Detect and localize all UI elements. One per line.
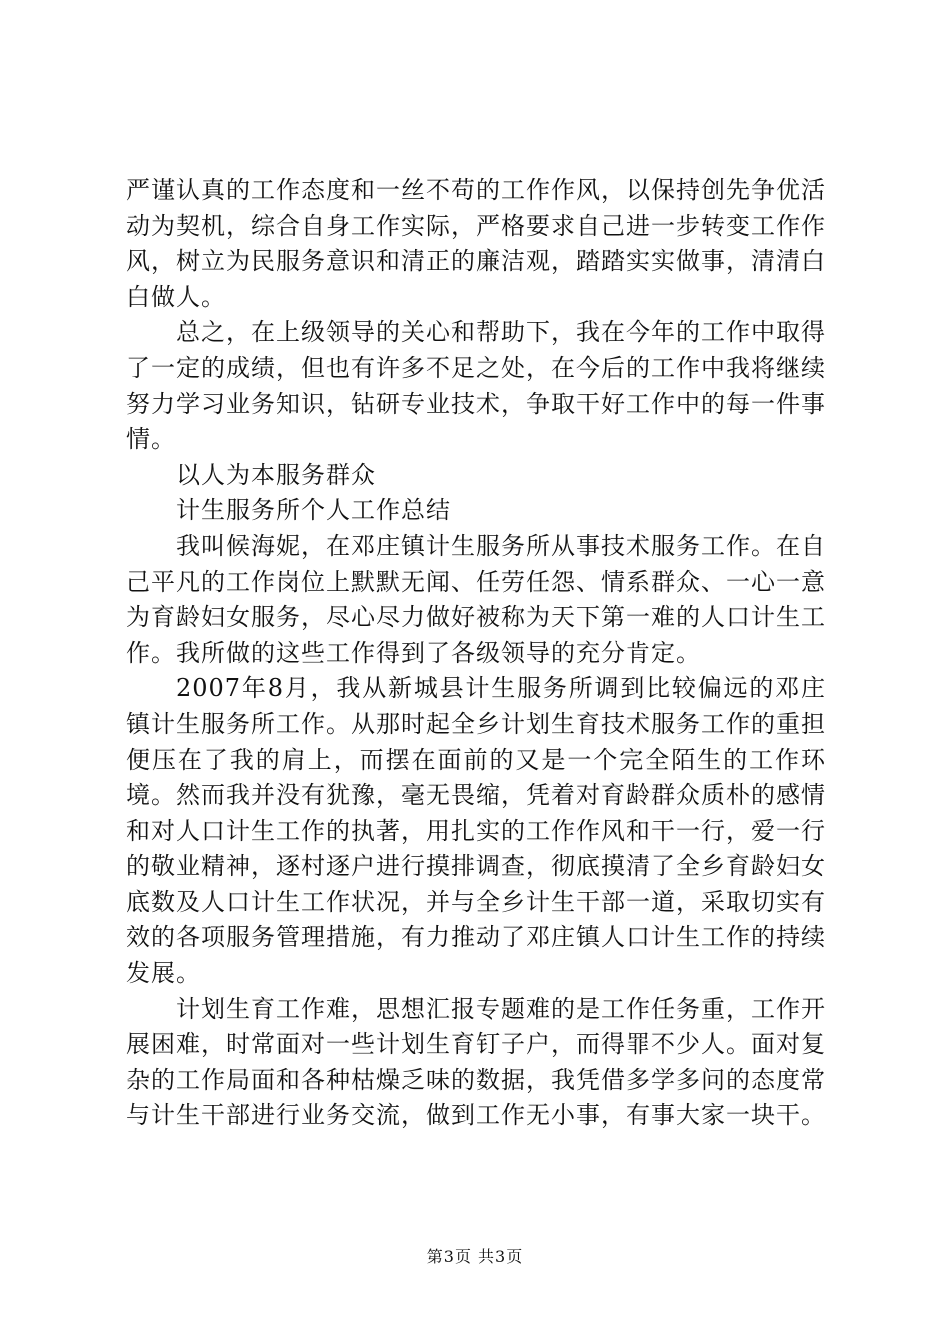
document-body <box>126 173 826 1134</box>
paragraph-summary: 总之，在上级领导的关心和帮助下，我在今年的工作中取得了一定的成绩，但也有许多不足之处，在今后的工作中我将继续努力学习业务知识，钻研专业技术，争取干好工作中的每一件事情。 <box>126 318 826 454</box>
paragraph-intro: 我叫候海妮，在邓庄镇计生服务所从事技术服务工作。在自己平凡的工作岗位上默默无闻、任劳任怨、情系群众、一心一意为育龄妇女服务，尽心尽力做好被称为天下第一难的人口计生工作。我所做的这些工作得到了各级领导的充分肯定。 <box>126 531 826 667</box>
paragraph-continuation: 严谨认真的工作态度和一丝不苟的工作作风，以保持创先争优活动为契机，综合自身工作实际，严格要求自己进一步转变工作作风，树立为民服务意识和清正的廉洁观，踏踏实实做事，清清白白做人。 <box>126 176 826 311</box>
section-title: 以人为本服务群众 <box>176 460 376 489</box>
paragraph-difficulties: 计划生育工作难，思想汇报专题难的是工作任务重，工作开展困难，时常面对一些计划生育钉子户，而得罪不少人。面对复杂的工作局面和各种枯燥乏味的数据，我凭借多学多问的态度常与计生干部进行业务交流，做到工作无小事，有事大家一块干。 <box>126 994 826 1130</box>
paragraph-history: 2007年8月，我从新城县计生服务所调到比较偏远的邓庄镇计生服务所工作。从那时起全乡计划生育技术服务工作的重担便压在了我的肩上，而摆在面前的又是一个完全陌生的工作环境。然而我并没有犹豫，毫无畏缩，凭着对育龄群众质朴的感情和对人口计生工作的执著，用扎实的工作作风和干一行，爱一行的敬业精神，逐村逐户进行摸排调查，彻底摸清了全乡育龄妇女底数及人口计生工作状况，并与全乡计生干部一道，采取切实有效的各项服务管理措施，有力推动了邓庄镇人口计生工作的持续发展。 <box>126 674 826 988</box>
section-subtitle: 计生服务所个人工作总结 <box>176 496 451 525</box>
page-number-footer: 第3页 共3页 <box>426 1247 524 1266</box>
